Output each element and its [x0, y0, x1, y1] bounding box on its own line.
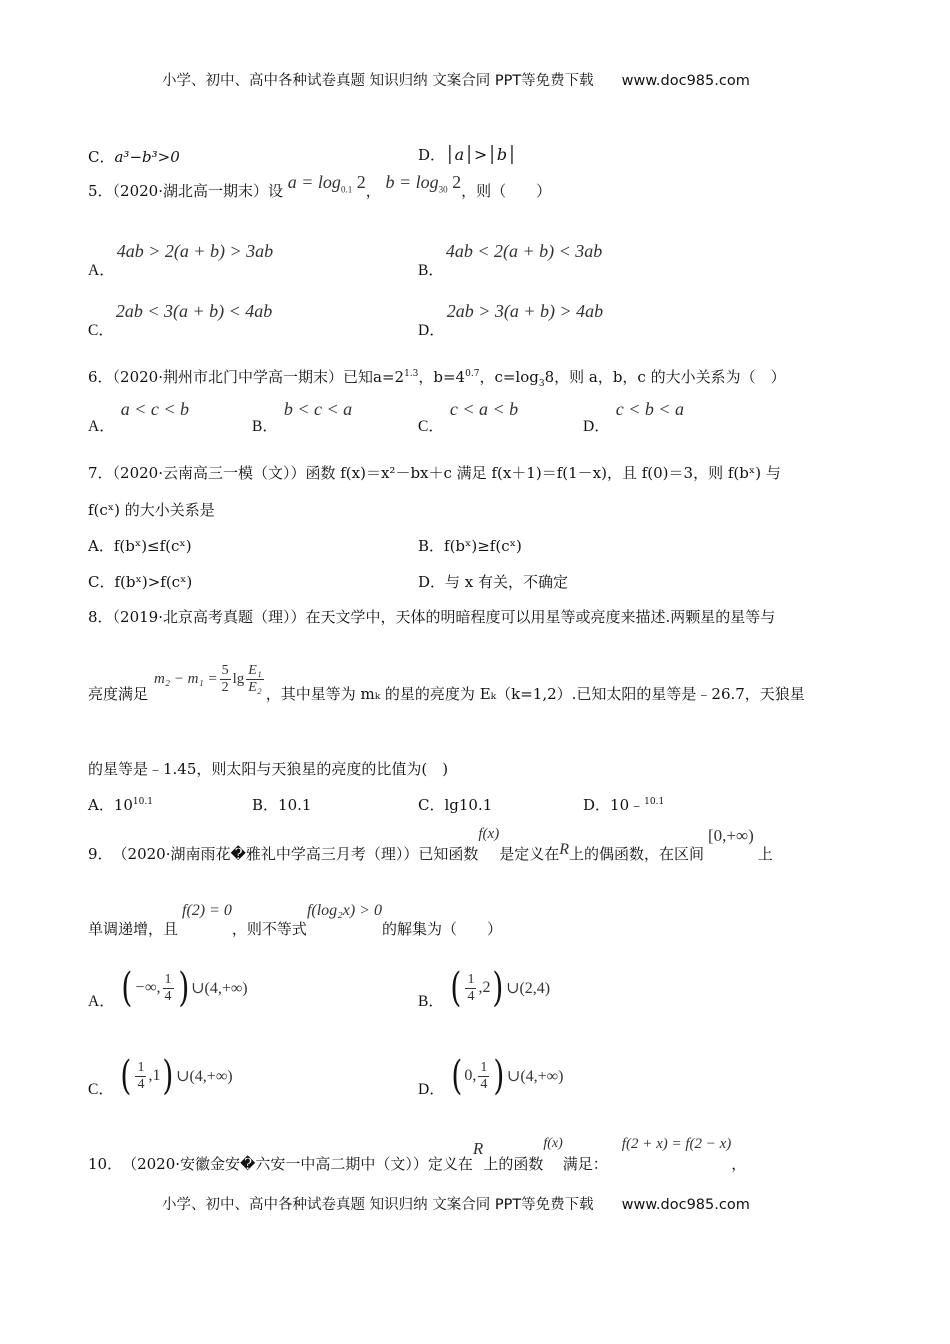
q8-option-c[interactable]: C．lg10.1 — [418, 796, 493, 814]
question-8-stem-line3: 的星等是﹣1.45，则太阳与天狼星的亮度的比值为( ) — [88, 760, 449, 778]
q7-option-a[interactable]: A．f(bˣ)≤f(cˣ) — [88, 537, 192, 555]
footer-site-link[interactable]: www.doc985.com — [621, 1197, 750, 1213]
q4-option-c[interactable]: C．a³−b³>0 — [88, 148, 180, 166]
page-footer — [162, 1193, 750, 1214]
q8-option-a[interactable]: A．$10^{10.1}$ — [88, 796, 153, 814]
q6-option-b[interactable]: B．b < c < a — [252, 399, 353, 435]
q7-option-c[interactable]: C．f(bˣ)>f(cˣ) — [88, 573, 193, 591]
question-7-stem: 7．（2020·云南高三一模（文））函数 f(x)＝x²－bx＋c 满足 f(x＋1)＝f(1－x)，且 f(0)＝3，则 f(bˣ) 与 — [88, 464, 781, 482]
q5-option-a[interactable]: A．4ab > 2(a + b) > 3ab — [88, 241, 274, 279]
q8-option-d[interactable]: D．10﹣$^{10.1}$ — [583, 796, 665, 814]
question-7-stem-line2: f(cˣ) 的大小关系是 — [88, 501, 215, 519]
question-6-stem: 6．（2020·荆州市北门中学高一期末）已知$a=2^{1.3}$，$b=4^{0.7}$，$c=\log_38$，则 a，b，c 的大小关系为（ ） — [88, 368, 786, 389]
q9-option-b[interactable]: B． ( $\frac{1}{4}$ ,2 ) ∪(2,4) — [418, 965, 551, 1011]
q5-option-b[interactable]: B．4ab < 2(a + b) < 3ab — [418, 241, 603, 279]
page-header — [162, 69, 750, 90]
q7-option-b[interactable]: B．f(bˣ)≥f(cˣ) — [418, 537, 522, 555]
q5-option-c[interactable]: C．2ab < 3(a + b) < 4ab — [88, 301, 273, 339]
question-9-stem: 9． （2020·湖南雨花�雅礼中学高三月考（理））已知函数 f(x) 是定义在 R 上的偶函数，在区间 [0,+∞) 上 — [88, 826, 773, 863]
question-5-stem: 5．（2020·湖北高一期末）设 $a = \log_{0.1} 2$， $b = \log_{30} 2$，则（ ） — [88, 172, 552, 200]
q8-option-b[interactable]: B．10.1 — [252, 796, 312, 814]
q9-option-a[interactable]: A． ( −∞, $\frac{1}{4}$ ) ∪(4,+∞) — [88, 965, 248, 1011]
question-8-stem: 8．（2019·北京高考真题（理））在天文学中，天体的明暗程度可以用星等或亮度来描述.两颗星的星等与 — [88, 608, 776, 626]
question-9-stem-line2: 单调递增，且 f(2) = 0 ，则不等式 f(log₂x) > 0 的解集为（ ） — [88, 902, 502, 938]
q9-option-d[interactable]: D． ( 0, $\frac{1}{4}$ ) ∪(4,+∞) — [418, 1053, 564, 1099]
q6-option-d[interactable]: D．c < b < a — [583, 399, 684, 435]
q7-option-d[interactable]: D．与 x 有关，不确定 — [418, 573, 569, 591]
q4-option-d[interactable]: D．│a│>│b│ — [418, 145, 517, 164]
footer-text: 小学、初中、高中各种试卷真题 知识归纳 文案合同 PPT等免费下载 — [162, 1197, 594, 1213]
question-8-formula-line: 亮度满足 m₂ − m₁ = $\frac{5}{2}$ lg $\frac{\text{E₁}}{\text{E₂}}$ ，其中星等为 mₖ 的星的亮度为 Eₖ（k=1,2）.已知太阳的星等是﹣26.7，天狼星 — [88, 663, 805, 703]
q5-option-d[interactable]: D．2ab > 3(a + b) > 4ab — [418, 301, 604, 339]
q9-option-c[interactable]: C． ( $\frac{1}{4}$ ,1 ) ∪(4,+∞) — [88, 1053, 233, 1099]
header-text: 小学、初中、高中各种试卷真题 知识归纳 文案合同 PPT等免费下载 — [162, 73, 594, 89]
q6-option-a[interactable]: A．a < c < b — [88, 399, 189, 435]
q6-option-c[interactable]: C．c < a < b — [418, 399, 519, 435]
header-site-link[interactable]: www.doc985.com — [621, 73, 750, 89]
question-10-stem: 10． （2020·安徽金安�六安一中高二期中（文））定义在 R 上的函数 f(x) 满足： f(2 + x) = f(2 − x) ， — [88, 1136, 747, 1173]
